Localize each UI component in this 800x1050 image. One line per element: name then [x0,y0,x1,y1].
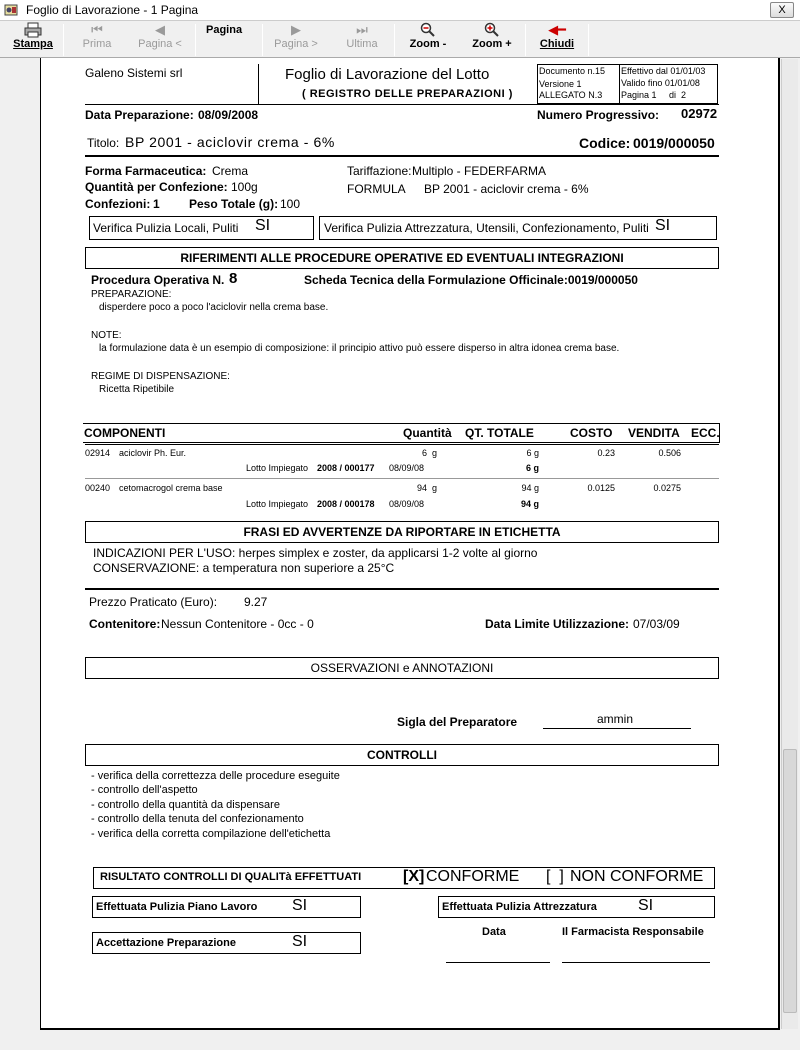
data-label: Data [482,926,506,938]
conf-label: Confezioni: [85,197,151,211]
verifica-locali-label: Verifica Pulizia Locali, Puliti [93,221,239,235]
doc-valid: Valido fino 01/01/08 [621,78,700,88]
row-lot-date: 08/09/08 [389,499,425,509]
doc-page: Pagina 1 di 2 [621,90,687,100]
peso-label: Peso Totale (g): [189,197,279,211]
next-page-button[interactable] [266,22,326,57]
verifica-attrezz-value: SI [655,217,671,234]
row-cost: 0.0125 [587,483,615,493]
row-qty: 6 g [421,448,437,458]
prev-page-icon: ◀ [155,22,165,37]
next-page-label: Pagina > [274,38,318,50]
window-title: Foglio di Lavorazione - 1 Pagina [26,3,199,17]
scrollbar-thumb[interactable] [783,749,797,1013]
row-lot: 2008 / 000178 [317,499,375,509]
prep-date-label: Data Preparazione: [85,108,194,122]
col-vendita: VENDITA [628,426,680,440]
non-conforme-label: NON CONFORME [570,868,704,885]
close-label: Chiudi [539,38,575,50]
col-quantita: Quantità [403,426,452,440]
conforme-mark: [X] [403,868,425,885]
product-code: 0019/000050 [633,135,715,151]
osservazioni-header: OSSERVAZIONI e ANNOTAZIONI [310,661,494,675]
last-page-button[interactable] [334,22,390,57]
controllo-item: - verifica della correttezza delle procedure eseguite [91,770,340,782]
verifica-attrezz-label: Verifica Pulizia Attrezzatura, Utensili, Confezionamento, Puliti [324,221,649,235]
back-arrow-icon: ◀━ [548,22,566,37]
title-label: Titolo: [87,136,120,150]
page-label: Pagina [206,24,243,36]
preparazione-text: disperdere poco a poco l'aciclovir nella crema base. [99,302,329,313]
controllo-item: - verifica della corretta compilazione dell'etichetta [91,828,331,840]
first-page-label: Prima [82,38,112,50]
zoom-in-icon [462,22,522,38]
qta-value: 100g [231,180,258,194]
col-ecc: ECC. [691,426,720,440]
printer-icon [8,22,58,38]
progressive-label: Numero Progressivo: [537,108,660,122]
print-button[interactable] [8,22,58,57]
row-total: 94 g [521,483,539,493]
controllo-item: - controllo dell'aspetto [91,784,198,796]
col-componenti: COMPONENTI [84,426,166,440]
zoom-in-label: Zoom + [472,38,512,50]
accettazione-value: SI [292,933,308,950]
peso-value: 100 [280,197,301,211]
formula-label: FORMULA [347,182,406,196]
doc-version: Versione 1 [539,79,582,89]
procedura-number: 8 [229,270,238,287]
next-page-icon: ▶ [291,22,301,37]
app-icon [4,3,18,17]
data-limite-value: 07/03/09 [633,617,680,631]
row-lot-label: Lotto Impiegato [246,499,309,509]
row-code: 02914 [85,448,111,458]
data-limite-label: Data Limite Utilizzazione: [485,617,630,631]
vertical-scrollbar[interactable] [781,59,798,1029]
conforme-label: CONFORME [426,868,520,885]
prezzo-value: 9.27 [244,595,268,609]
progressive-number: 02972 [681,106,718,121]
toolbar [0,21,800,58]
first-page-icon: ⏮ [91,22,103,37]
scheda-tecnica: Scheda Tecnica della Formulazione Officinale:0019/000050 [304,273,638,287]
conf-value: 1 [153,197,160,211]
row-lot: 2008 / 000177 [317,463,375,473]
risultato-label: RISULTATO CONTROLLI DI QUALITà EFFETTUATI [100,871,362,883]
row-qty: 94 g [416,483,437,493]
row-lot-label: Lotto Impiegato [246,463,309,473]
company-name: Galeno Sistemi srl [85,66,183,80]
forma-value: Crema [212,164,249,178]
farmacista-label: Il Farmacista Responsabile [562,926,704,938]
report-page [40,58,780,1030]
prev-page-label: Pagina < [138,38,182,50]
row-name: cetomacrogol crema base [119,483,223,493]
components-header [83,423,720,443]
pulizia-piano-label: Effettuata Pulizia Piano Lavoro [96,901,258,913]
row-total: 6 g [526,448,539,458]
riferimenti-header: RIFERIMENTI ALLE PROCEDURE OPERATIVE ED EVENTUALI INTEGRAZIONI [180,251,624,265]
row-name: aciclovir Ph. Eur. [119,448,187,458]
regime-text: Ricetta Ripetibile [99,384,175,395]
note-label: NOTE: [91,330,122,341]
formula-value: BP 2001 - aciclovir crema - 6% [424,182,589,196]
code-label: Codice: [579,135,631,151]
last-page-label: Ultima [346,38,378,50]
title-bar [0,0,800,21]
qta-label: Quantità per Confezione: [85,180,228,194]
row-cost: 0.23 [597,448,615,458]
row-lot-date: 08/09/08 [389,463,425,473]
col-qt-totale: QT. TOTALE [465,426,534,440]
doc-effective: Effettivo dal 01/01/03 [621,66,706,76]
zoom-out-label: Zoom - [409,38,447,50]
last-page-icon: ⏭ [356,22,368,37]
prep-date: 08/09/2008 [198,108,259,122]
report-subtitle: ( REGISTRO DELLE PREPARAZIONI ) [302,88,513,100]
row-sale: 0.0275 [653,483,681,493]
zoom-out-button[interactable] [398,22,458,57]
tariff-value: Multiplo - FEDERFARMA [412,164,547,178]
first-page-button[interactable] [70,22,124,57]
contenitore-value: Nessun Contenitore - 0cc - 0 [161,617,314,631]
close-button[interactable] [528,22,586,57]
indicazioni-text: INDICAZIONI PER L'USO: herpes simplex e zoster, da applicarsi 1-2 volte al giorno [93,546,538,560]
regime-label: REGIME DI DISPENSAZIONE: [91,371,230,382]
row-lot-total: 6 g [525,463,539,473]
sigla-value: ammin [597,712,634,726]
page-selector [198,22,258,57]
row-sale: 0.506 [658,448,681,458]
prev-page-button[interactable] [130,22,190,57]
print-label: Stampa [13,38,53,50]
doc-number: Documento n.15 [539,66,606,76]
controlli-header: CONTROLLI [367,748,437,762]
close-window-button[interactable]: X [770,2,794,18]
conservazione-text: CONSERVAZIONE: a temperatura non superiore a 25°C [93,561,395,575]
preparazione-label: PREPARAZIONE: [91,289,172,300]
contenitore-label: Contenitore: [89,617,161,631]
procedura-label: Procedura Operativa N. [91,273,225,287]
controllo-item: - controllo della quantità da dispensare [91,799,280,811]
sigla-label: Sigla del Preparatore [397,715,518,729]
verifica-locali-value: SI [255,217,271,234]
tariff-label: Tariffazione: [347,164,412,178]
zoom-out-icon [398,22,458,38]
frasi-header: FRASI ED AVVERTENZE DA RIPORTARE IN ETICHETTA [243,525,561,539]
controllo-item: - controllo della tenuta del confezionamento [91,813,304,825]
forma-label: Forma Farmaceutica: [85,164,207,178]
pulizia-attr-label: Effettuata Pulizia Attrezzatura [442,901,597,913]
pulizia-piano-value: SI [292,897,308,914]
doc-allegato: ALLEGATO N.3 [539,90,603,100]
pulizia-attr-value: SI [638,897,654,914]
product-title: BP 2001 - aciclovir crema - 6% [125,134,335,150]
note-text: la formulazione data è un esempio di composizione: il principio attivo può essere disperso in altra idonea crema base. [99,343,620,354]
row-lot-total: 94 g [520,499,539,509]
report-title: Foglio di Lavorazione del Lotto [285,66,490,83]
prezzo-label: Prezzo Praticato (Euro): [89,595,218,609]
col-costo: COSTO [570,426,613,440]
row-code: 00240 [85,483,111,493]
non-conforme-mark: [ ] [546,868,564,885]
accettazione-label: Accettazione Preparazione [96,937,236,949]
zoom-in-button[interactable] [462,22,522,57]
